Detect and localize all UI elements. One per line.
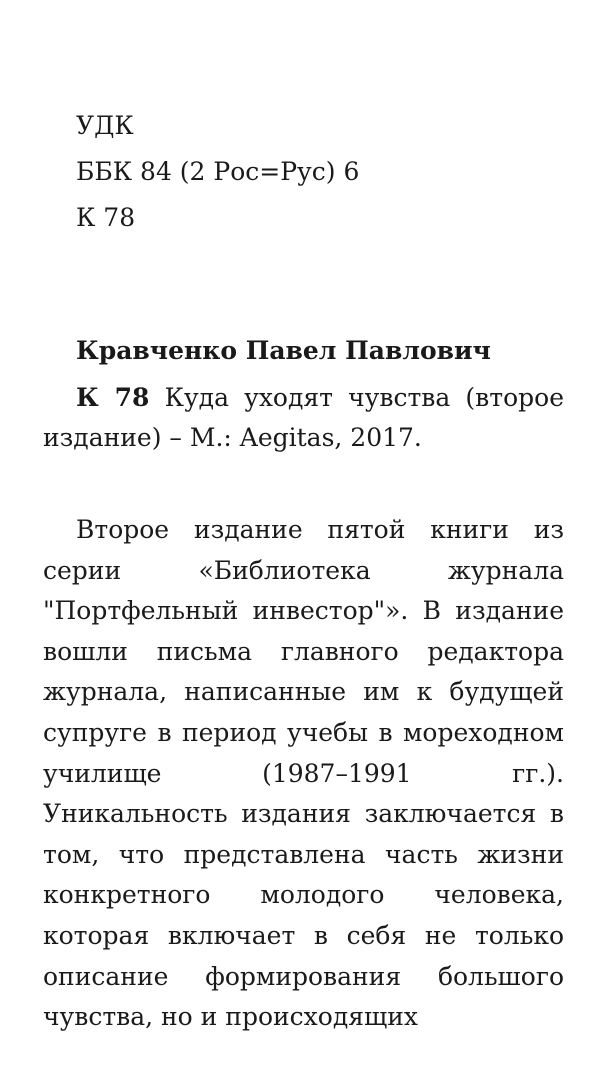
author-mark: К 78: [76, 203, 136, 232]
entry-text: Куда уходят чувства (второе издание) – М.: Aegitas, 2017.: [43, 383, 564, 452]
classification-codes: [76, 103, 359, 241]
bibliographic-entry: [43, 378, 564, 458]
entry-code: К 78: [76, 383, 150, 412]
author-name: Кравченко Павел Павлович: [76, 336, 491, 365]
annotation-text: Второе издание пятой книги из серии «Библиотека журнала "Портфельный инвестор"». В издание вошли письма главного редактора журнала, написанные им к будущей супруге в период учебы в мореходном училище (1987–1991 гг.). Уникальность издания заключается в том, что представлена часть жизни конкретного молодого человека, которая включает в себя не только описание формирования большого чувства, но и происходящих: [43, 515, 564, 1032]
bbk-code: ББК 84 (2 Рос=Рус) 6: [76, 157, 360, 186]
udk-code: УДК: [76, 111, 134, 140]
